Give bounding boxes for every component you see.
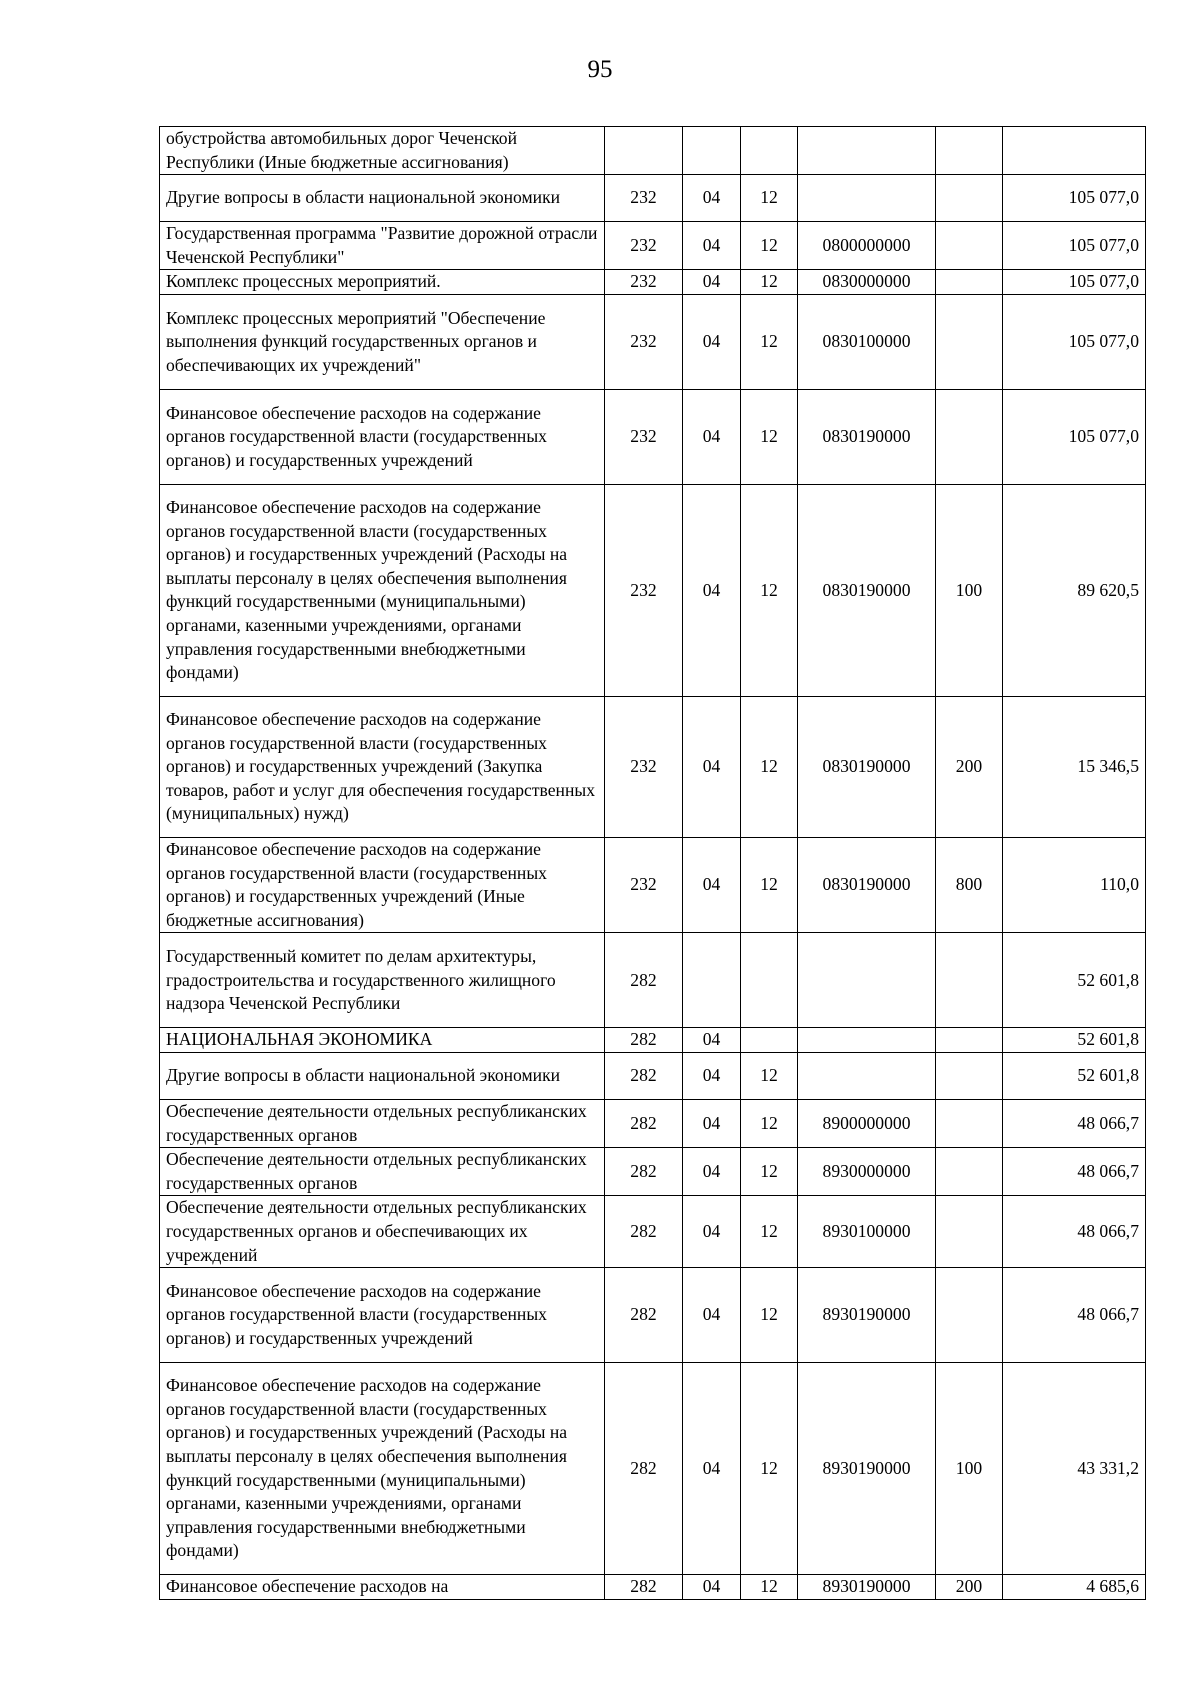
cell-sum: 105 077,0 (1003, 222, 1146, 270)
cell-vr (936, 1028, 1003, 1053)
cell-name: НАЦИОНАЛЬНАЯ ЭКОНОМИКА (160, 1028, 605, 1053)
page-number: 95 (587, 56, 613, 83)
cell-rz: 04 (683, 696, 741, 837)
table-row (160, 696, 1146, 837)
cell-pr (741, 933, 798, 1028)
cell-rz: 04 (683, 1148, 741, 1196)
cell-ved: 232 (605, 696, 683, 837)
cell-name: Комплекс процессных мероприятий. (160, 270, 605, 295)
cell-ved: 282 (605, 1196, 683, 1268)
cell-pr (741, 127, 798, 175)
cell-sum: 89 620,5 (1003, 484, 1146, 696)
cell-sum: 48 066,7 (1003, 1196, 1146, 1268)
cell-vr (936, 389, 1003, 484)
cell-sum: 15 346,5 (1003, 696, 1146, 837)
table-row (160, 484, 1146, 696)
cell-csr: 0830190000 (798, 696, 936, 837)
cell-ved: 232 (605, 294, 683, 389)
cell-csr (798, 1052, 936, 1099)
cell-csr (798, 127, 936, 175)
table-row (160, 1268, 1146, 1363)
cell-pr: 12 (741, 175, 798, 222)
table-row (160, 175, 1146, 222)
cell-rz: 04 (683, 222, 741, 270)
table-row (160, 127, 1146, 175)
cell-vr: 800 (936, 837, 1003, 932)
table-row (160, 1363, 1146, 1575)
cell-csr: 0830190000 (798, 484, 936, 696)
cell-vr (936, 127, 1003, 175)
cell-csr (798, 933, 936, 1028)
cell-pr: 12 (741, 484, 798, 696)
cell-rz: 04 (683, 484, 741, 696)
cell-name: Финансовое обеспечение расходов на (160, 1575, 605, 1600)
cell-pr: 12 (741, 696, 798, 837)
cell-rz: 04 (683, 1099, 741, 1147)
table-row (160, 1028, 1146, 1053)
cell-sum: 48 066,7 (1003, 1268, 1146, 1363)
cell-rz (683, 933, 741, 1028)
table-row (160, 389, 1146, 484)
cell-vr (936, 1052, 1003, 1099)
table-row (160, 837, 1146, 932)
cell-pr: 12 (741, 1268, 798, 1363)
cell-vr: 200 (936, 696, 1003, 837)
cell-ved: 232 (605, 175, 683, 222)
cell-csr (798, 175, 936, 222)
cell-rz: 04 (683, 270, 741, 295)
table-row (160, 294, 1146, 389)
cell-name: Другие вопросы в области национальной экономики (160, 175, 605, 222)
cell-csr (798, 1028, 936, 1053)
cell-sum: 105 077,0 (1003, 270, 1146, 295)
table-row (160, 1052, 1146, 1099)
cell-pr: 12 (741, 837, 798, 932)
cell-ved: 282 (605, 1268, 683, 1363)
cell-pr: 12 (741, 1196, 798, 1268)
cell-name: Финансовое обеспечение расходов на содержание органов государственной власти (государственных органов) и государственных учреждений (160, 389, 605, 484)
cell-rz: 04 (683, 1196, 741, 1268)
cell-sum: 52 601,8 (1003, 1052, 1146, 1099)
table-row (160, 270, 1146, 295)
cell-sum: 105 077,0 (1003, 389, 1146, 484)
cell-name: Комплекс процессных мероприятий "Обеспечение выполнения функций государственных органов и обеспечивающих их учреждений" (160, 294, 605, 389)
cell-csr: 8900000000 (798, 1099, 936, 1147)
cell-rz: 04 (683, 1268, 741, 1363)
cell-sum: 43 331,2 (1003, 1363, 1146, 1575)
cell-rz (683, 127, 741, 175)
cell-ved: 232 (605, 837, 683, 932)
cell-vr (936, 1196, 1003, 1268)
cell-csr: 0830000000 (798, 270, 936, 295)
table-row (160, 1099, 1146, 1147)
cell-sum: 52 601,8 (1003, 933, 1146, 1028)
cell-rz: 04 (683, 1363, 741, 1575)
cell-name: Обеспечение деятельности отдельных республиканских государственных органов и обеспечивающих их учреждений (160, 1196, 605, 1268)
cell-vr (936, 1148, 1003, 1196)
cell-ved: 282 (605, 1148, 683, 1196)
cell-sum: 105 077,0 (1003, 294, 1146, 389)
cell-sum: 4 685,6 (1003, 1575, 1146, 1600)
cell-ved: 232 (605, 270, 683, 295)
cell-ved: 282 (605, 933, 683, 1028)
cell-name: обустройства автомобильных дорог Чеченской Республики (Иные бюджетные ассигнования) (160, 127, 605, 175)
cell-sum: 48 066,7 (1003, 1099, 1146, 1147)
cell-vr (936, 933, 1003, 1028)
cell-name: Финансовое обеспечение расходов на содержание органов государственной власти (государственных органов) и государственных учреждений (Расходы на выплаты персоналу в целях обеспечения выполнения функций государственными (муниципальными) органами, казенными учреждениями, органами управления государственными внебюджетными фондами) (160, 484, 605, 696)
cell-name: Другие вопросы в области национальной экономики (160, 1052, 605, 1099)
cell-vr (936, 175, 1003, 222)
cell-vr: 100 (936, 484, 1003, 696)
cell-rz: 04 (683, 175, 741, 222)
cell-ved: 282 (605, 1575, 683, 1600)
cell-rz: 04 (683, 1575, 741, 1600)
cell-sum (1003, 127, 1146, 175)
cell-pr: 12 (741, 1052, 798, 1099)
cell-ved: 282 (605, 1363, 683, 1575)
cell-name: Государственный комитет по делам архитектуры, градостроительства и государственного жилищного надзора Чеченской Республики (160, 933, 605, 1028)
cell-rz: 04 (683, 389, 741, 484)
cell-name: Государственная программа "Развитие дорожной отрасли Чеченской Республики" (160, 222, 605, 270)
cell-vr (936, 1268, 1003, 1363)
table-row (160, 1196, 1146, 1268)
cell-ved: 232 (605, 222, 683, 270)
cell-rz: 04 (683, 837, 741, 932)
cell-name: Обеспечение деятельности отдельных республиканских государственных органов (160, 1099, 605, 1147)
cell-pr: 12 (741, 294, 798, 389)
cell-vr (936, 222, 1003, 270)
cell-csr: 8930190000 (798, 1575, 936, 1600)
cell-pr (741, 1028, 798, 1053)
budget-table-body (160, 127, 1146, 1600)
cell-vr: 200 (936, 1575, 1003, 1600)
table-row (160, 222, 1146, 270)
cell-ved: 232 (605, 389, 683, 484)
cell-csr: 0830100000 (798, 294, 936, 389)
cell-pr: 12 (741, 1099, 798, 1147)
cell-ved: 282 (605, 1052, 683, 1099)
cell-name: Финансовое обеспечение расходов на содержание органов государственной власти (государственных органов) и государственных учреждений (Закупка товаров, работ и услуг для обеспечения государственных (муниципальных) нужд) (160, 696, 605, 837)
cell-ved (605, 127, 683, 175)
cell-pr: 12 (741, 222, 798, 270)
cell-sum: 52 601,8 (1003, 1028, 1146, 1053)
cell-ved: 232 (605, 484, 683, 696)
cell-name: Финансовое обеспечение расходов на содержание органов государственной власти (государственных органов) и государственных учреждений (Иные бюджетные ассигнования) (160, 837, 605, 932)
cell-sum: 110,0 (1003, 837, 1146, 932)
cell-name: Финансовое обеспечение расходов на содержание органов государственной власти (государственных органов) и государственных учреждений (Расходы на выплаты персоналу в целях обеспечения выполнения функций государственными (муниципальными) органами, казенными учреждениями, органами управления государственными внебюджетными фондами) (160, 1363, 605, 1575)
cell-csr: 0800000000 (798, 222, 936, 270)
cell-csr: 8930190000 (798, 1268, 936, 1363)
cell-sum: 48 066,7 (1003, 1148, 1146, 1196)
cell-pr: 12 (741, 389, 798, 484)
cell-ved: 282 (605, 1028, 683, 1053)
cell-rz: 04 (683, 294, 741, 389)
cell-pr: 12 (741, 270, 798, 295)
table-row (160, 1148, 1146, 1196)
cell-ved: 282 (605, 1099, 683, 1147)
cell-name: Обеспечение деятельности отдельных республиканских государственных органов (160, 1148, 605, 1196)
cell-csr: 8930000000 (798, 1148, 936, 1196)
cell-name: Финансовое обеспечение расходов на содержание органов государственной власти (государственных органов) и государственных учреждений (160, 1268, 605, 1363)
cell-vr (936, 270, 1003, 295)
cell-csr: 0830190000 (798, 837, 936, 932)
cell-sum: 105 077,0 (1003, 175, 1146, 222)
cell-pr: 12 (741, 1148, 798, 1196)
cell-vr (936, 294, 1003, 389)
cell-vr (936, 1099, 1003, 1147)
cell-csr: 8930100000 (798, 1196, 936, 1268)
cell-rz: 04 (683, 1052, 741, 1099)
budget-table (159, 126, 1146, 1600)
cell-pr: 12 (741, 1363, 798, 1575)
cell-vr: 100 (936, 1363, 1003, 1575)
cell-rz: 04 (683, 1028, 741, 1053)
table-row (160, 933, 1146, 1028)
cell-csr: 0830190000 (798, 389, 936, 484)
cell-pr: 12 (741, 1575, 798, 1600)
table-row (160, 1575, 1146, 1600)
cell-csr: 8930190000 (798, 1363, 936, 1575)
